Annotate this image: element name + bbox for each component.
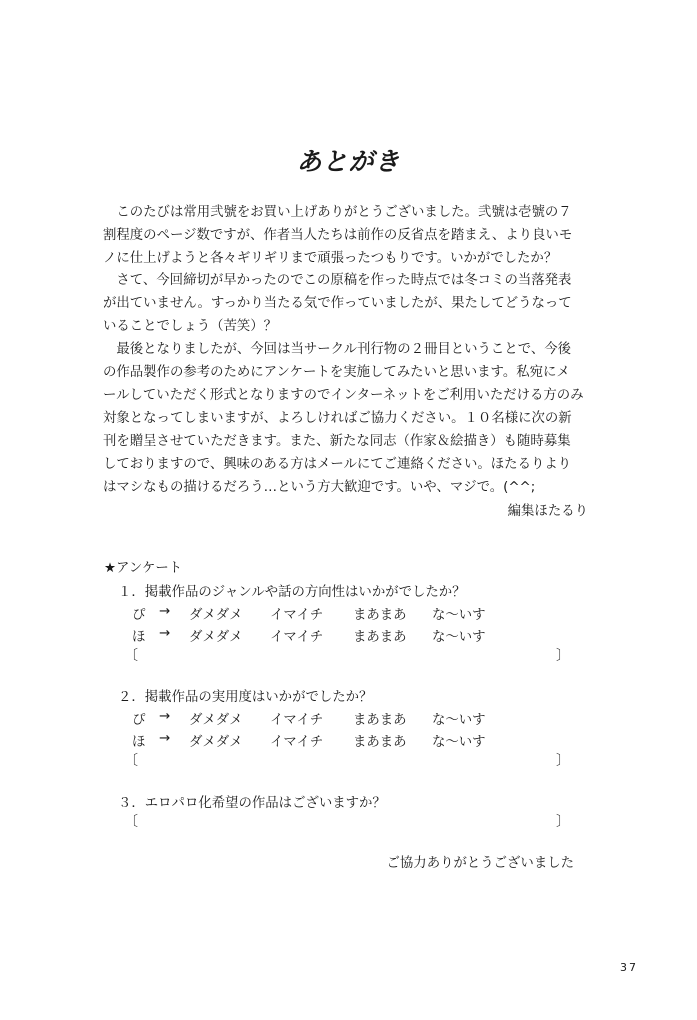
rating-option: まあまあ xyxy=(353,608,407,623)
paragraph-line: はマシなもの描けるだろう…という方大歓迎です。いや、マジで。(^^; xyxy=(103,480,536,495)
paragraph-line: 最後となりましたが、今回は当サークル刊行物の２冊目ということで、今後 xyxy=(103,342,571,357)
paragraph-line: 刊を贈呈させていただきます。また、新たな同志（作家＆絵描き）も随時募集 xyxy=(103,434,571,449)
rating-option: イマイチ xyxy=(270,630,324,645)
survey-question-2: ２．掲載作品の実用度はいかがでしたか？ xyxy=(118,690,373,705)
rating-option: イマイチ xyxy=(270,713,324,728)
rating-option: ダメダメ xyxy=(189,630,243,645)
rating-option: ダメダメ xyxy=(189,608,243,623)
paragraph-line: 対象となってしまいますが、よろしければご協力ください。１０名様に次の新 xyxy=(103,411,572,426)
rating-option: イマイチ xyxy=(270,608,324,623)
arrow-icon: → xyxy=(159,626,171,641)
paragraph-3 xyxy=(103,338,603,499)
rating-option: まあまあ xyxy=(353,630,407,645)
rating-option: な～いす xyxy=(432,630,486,645)
paragraph-1 xyxy=(103,201,603,270)
paragraph-line: が出ていません。すっかり当たる気で作っていましたが、果たしてどうなって xyxy=(103,296,572,311)
bracket-open: 〔 xyxy=(124,753,138,769)
signature: 編集ほたるり xyxy=(507,504,588,519)
arrow-icon: → xyxy=(159,731,171,746)
rating-option: ダメダメ xyxy=(189,713,243,728)
survey-heading: ★アンケート xyxy=(104,561,183,576)
paragraph-line: さて、今回締切が早かったのでこの原稿を作った時点では冬コミの当落発表 xyxy=(103,273,572,288)
paragraph-2 xyxy=(103,269,603,338)
bracket-open: 〔 xyxy=(124,648,138,664)
rating-option: な～いす xyxy=(432,713,486,728)
answer-field xyxy=(124,645,570,665)
survey-question-3: ３．エロパロ化希望の作品はございますか？ xyxy=(118,796,386,811)
answer-field xyxy=(124,750,570,770)
closing-thanks: ご協力ありがとうございました xyxy=(386,856,574,871)
page-title: あとがき xyxy=(296,147,401,176)
bracket-close: 〕 xyxy=(556,814,570,830)
paragraph-line: ノに仕上げようと各々ギリギリまで頑張ったつもりです。いかがでしたか？ xyxy=(103,251,558,266)
arrow-icon: → xyxy=(159,709,171,724)
page-number: 37 xyxy=(620,961,638,974)
paragraph-line: ールしていただく形式となりますのでインターネットをご利用いただける方のみ xyxy=(103,388,584,403)
rating-option: まあまあ xyxy=(353,713,407,728)
paragraph-line: しておりますので、興味のある方はメールにてご連絡ください。ほたるりより xyxy=(103,457,572,472)
rater-label: ぴ xyxy=(132,608,146,623)
rater-label: ぴ xyxy=(132,713,146,728)
rating-option: な～いす xyxy=(432,735,486,750)
paragraph-line: このたびは常用弐號をお買い上げありがとうございました。弐號は壱號の７ xyxy=(103,205,572,220)
bracket-open: 〔 xyxy=(124,814,138,830)
rating-option: な～いす xyxy=(432,608,486,623)
rating-option: イマイチ xyxy=(270,735,324,750)
rating-option: ダメダメ xyxy=(189,735,243,750)
paragraph-line: の作品製作の参考のためにアンケートを実施してみたいと思います。私宛にメ xyxy=(103,365,570,380)
paragraph-line: いることでしょう（苦笑）？ xyxy=(103,319,278,334)
rater-label: ほ xyxy=(132,735,146,750)
bracket-close: 〕 xyxy=(556,648,570,664)
arrow-icon: → xyxy=(159,604,171,619)
answer-field xyxy=(124,811,570,831)
bracket-close: 〕 xyxy=(556,753,570,769)
rater-label: ほ xyxy=(132,630,146,645)
survey-question-1: １．掲載作品のジャンルや話の方向性はいかがでしたか？ xyxy=(118,585,466,600)
paragraph-line: 割程度のページ数ですが、作者当人たちは前作の反省点を踏まえ、より良いモ xyxy=(103,228,573,243)
rating-option: まあまあ xyxy=(353,735,407,750)
